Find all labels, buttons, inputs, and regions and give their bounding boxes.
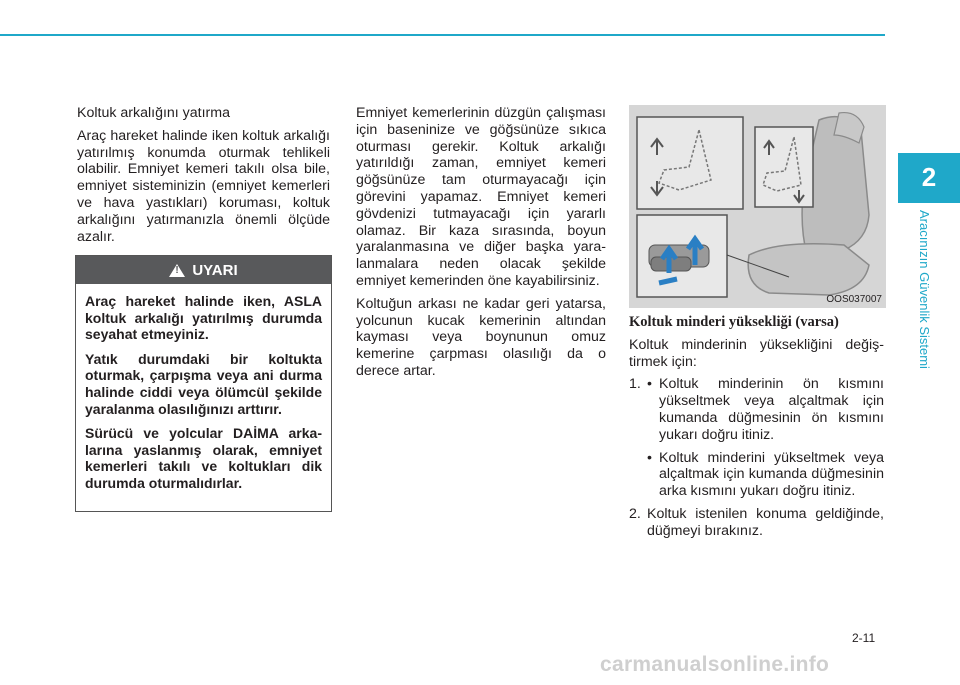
- watermark: carmanualsonline.info: [600, 653, 830, 676]
- figure-code: OOS037007: [826, 294, 882, 305]
- list-number: 2.: [629, 505, 641, 522]
- subheading: Koltuk minderi yüksekliği (varsa): [629, 314, 839, 330]
- warning-box: [75, 255, 332, 512]
- section-heading: Koltuk arkalığını yatırma: [77, 105, 230, 121]
- chapter-tab: [898, 153, 960, 203]
- warning-header: [76, 256, 331, 284]
- seat-illustration: [629, 105, 886, 308]
- list-item: [629, 376, 884, 506]
- warning-paragraph: Sürücü ve yolcular DAİMA arkalarına yaslanmış olarak, emniyet kemerleri takılı ve koltukları dik durumda oturmalıdırlar.: [85, 425, 322, 491]
- chapter-number: 2: [921, 162, 937, 192]
- bullet-icon: •: [647, 376, 652, 393]
- column-left: [77, 105, 330, 251]
- bullet-icon: •: [647, 449, 652, 466]
- list-item: 2. Koltuk istenilen konuma geldiğinde, düğmeyi bırakınız.: [629, 505, 884, 539]
- warning-paragraph: Araç hareket halinde iken, ASLA koltuk arkalığı yatırılmış durumda seyahat etmeyiniz.: [85, 293, 322, 343]
- paragraph: Araç hareket halinde iken koltuk arkalığı yatırılmış konumda oturmak tehlikeli olabilir. Emniyet kemeri takılı olsa bile, emniyet sisteminizin (emniyet kemerleri ve hava yastıkları) koruması, koltuk arkalığını yatırmanızla önemli ölçüde azalır.: [77, 127, 330, 245]
- column-middle: [356, 105, 606, 386]
- chapter-title: Aracınızın Güvenlik Sistemi: [917, 210, 932, 369]
- paragraph: Koltuk minderinin yüksekliğini değiştirmek için:: [629, 336, 884, 370]
- warning-body: [76, 284, 331, 492]
- paragraph: Emniyet kemerlerinin düzgün çalışması için baseninize ve göğsünüze sıkıca oturması gerekir. Koltuk arkalığı yatırıldığı zaman, emniyet kemeri göğsünüze tam oturmayacağı için görevini yapamaz. Emniyet kemeri gövdenizi tutmayacağı için yararlı olamaz. Bir kaza sırasında, boyun yaralanmasına ve diğer başka yaralanmalara neden olacak şekilde emniyet kemerinden öne kayabilirsiniz.: [356, 105, 606, 289]
- column-right: [629, 300, 884, 540]
- list-number: 1.: [629, 376, 641, 393]
- paragraph: Koltuğun arkası ne kadar geri yatarsa, yolcunun kucak kemerinin altından kayması veya boynunun omuz kemerine çarpması olasılığı da o derece artar.: [356, 295, 606, 379]
- header-rule: [0, 34, 885, 36]
- seat-adjustment-figure: [629, 105, 886, 308]
- warning-paragraph: Yatık durumdaki bir koltukta oturmak, çarpışma veya ani durma halinde ciddi veya ölümcül şekilde yaralanma olasılığınızı arttırır.: [85, 350, 322, 417]
- bullet-item: • Koltuk minderini yükseltmek veya alçaltmak için kumanda düğmesinin arka kısmını yukarı doğru itiniz.: [647, 449, 884, 500]
- bullet-item: • Koltuk minderinin ön kısmını yükseltmek veya alçaltmak için kumanda düğmesinin ön kısmını yukarı doğru itiniz.: [647, 376, 884, 443]
- warning-title: UYARI: [192, 261, 238, 279]
- warning-triangle-icon: [169, 264, 185, 277]
- page-number: 2-11: [852, 631, 876, 645]
